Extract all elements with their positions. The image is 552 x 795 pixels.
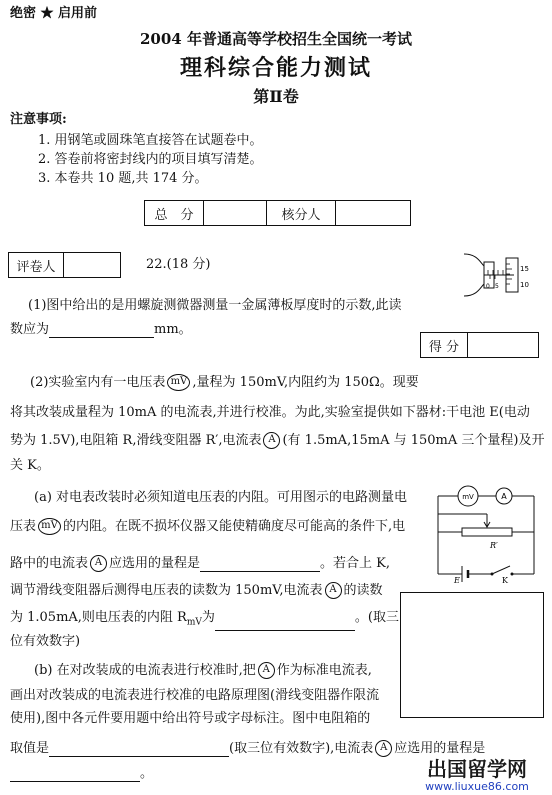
part1-line2 (10, 322, 192, 338)
question-number: 22.(18 分) (146, 257, 211, 272)
exam-year-title: 2004 年普通高等学校招生全国统一考试 (140, 30, 412, 48)
voltmeter-symbol: mV (167, 374, 190, 391)
voltmeter-symbol: mV (38, 518, 61, 535)
note-item-1: 1. 用钢笔或圆珠笔直接答在试题卷中。 (38, 133, 263, 148)
circuit-rprime-label: R′ (490, 541, 498, 550)
circuit-k-label: K (502, 576, 508, 584)
score-checker-cell[interactable] (336, 201, 411, 226)
watermark-url: www.liuxue86.com (425, 780, 529, 793)
part-b-line4: 取值是 (取三位有效数字),电流表 A 应选用的量程是 (10, 741, 486, 756)
calibration-range-blank[interactable] (10, 769, 140, 782)
ammeter-symbol: A (263, 432, 280, 449)
score-table (144, 200, 411, 226)
notes-heading: 注意事项: (10, 112, 67, 127)
exam-main-title: 理科综合能力测试 (179, 55, 372, 81)
part2-line3: 势为 1.5V),电阻箱 R,滑线变阻器 R′,电流表 A (有 1.5mA,15mA 与 150mA 三个量程)及开 (10, 433, 545, 448)
circuit-e-label: E (454, 576, 460, 584)
score-total-cell[interactable] (204, 201, 267, 226)
ammeter-symbol: A (325, 582, 342, 599)
part-b-line5: 。 (10, 766, 153, 782)
circuit-switch (492, 566, 510, 574)
score-checker-label: 核分人 (267, 201, 336, 226)
circuit-drawing-answer-box[interactable] (400, 592, 544, 718)
part2-line1: (2)实验室内有一电压表 mV ,量程为 150mV,内阻约为 150Ω。现要 (30, 375, 419, 390)
volume-label: 第Ⅱ卷 (253, 87, 299, 106)
note-item-3: 3. 本卷共 10 题,共 174 分。 (38, 171, 208, 186)
circuit-rheostat (462, 528, 512, 536)
micrometer-tick-0: 0 (486, 283, 490, 290)
resistance-box-value-blank[interactable] (49, 744, 229, 757)
score-box-label: 得 分 (421, 333, 468, 358)
part-a-line6: 位有效数字) (10, 634, 81, 649)
note-item-2: 2. 答卷前将密封线内的项目填写清楚。 (38, 152, 263, 167)
ammeter-symbol: A (375, 740, 392, 757)
circuit-a-label: A (501, 492, 507, 501)
ammeter-range-blank[interactable] (200, 559, 320, 572)
part-a-line1: (a) 对电表改装时必须知道电压表的内阻。可用图示的电路测量电 (34, 490, 408, 505)
watermark (404, 758, 550, 793)
part2-line2: 将其改装成量程为 10mA 的电流表,并进行校准。为此,实验室提供如下器材:干电池 E(电动 (10, 405, 530, 420)
grader-label: 评卷人 (9, 253, 64, 278)
internal-resistance-blank[interactable] (215, 618, 355, 631)
part1-line1: (1)图中给出的是用螺旋测微器测量一金属薄板厚度时的示数,此读 (28, 298, 402, 313)
ammeter-symbol: A (90, 555, 107, 572)
circuit-mv-label: mV (462, 493, 474, 501)
micrometer-tick-10: 10 (520, 281, 529, 289)
part1-line2-a: 数应为 (10, 322, 50, 337)
ammeter-symbol: A (258, 662, 275, 679)
part-b-line3: 使用),图中各元件要用题中给出符号或字母标注。图中电阻箱的 (10, 711, 371, 726)
part2-line4: 关 K。 (10, 458, 50, 473)
grader-cell[interactable] (64, 253, 121, 278)
secret-label: 绝密 ★ 启用前 (10, 6, 98, 21)
part-a-line5: 为 1.05mA,则电压表的内阻 $R_{mV}$为 。(取三 (10, 610, 399, 631)
score-box (420, 332, 539, 358)
part-a-line2: 压表 mV 的内阻。在既不损坏仪器又能使精确度尽可能高的条件下,电 (10, 519, 406, 534)
grader-box (8, 252, 121, 278)
micrometer-tick-5: 5 (495, 283, 499, 290)
score-box-cell[interactable] (468, 333, 539, 358)
part-b-line1: (b) 在对改装成的电流表进行校准时,把 A 作为标准电流表, (34, 663, 372, 678)
score-total-label: 总 分 (145, 201, 204, 226)
part-a-line3: 路中的电流表 A 应选用的量程是 。若合上 K, (10, 556, 391, 571)
part-b-line2: 画出对改装成的电流表进行校准的电路原理图(滑线变阻器作限流 (10, 688, 380, 703)
watermark-cn: 出国留学网 (427, 757, 527, 781)
thickness-answer-blank[interactable] (49, 325, 154, 338)
measurement-circuit-diagram (432, 484, 542, 584)
micrometer-diagram (462, 244, 542, 302)
part-a-line4: 调节滑线变阻器后测得电压表的读数为 150mV,电流表 A 的读数 (10, 583, 383, 598)
part1-line2-b: mm。 (154, 322, 192, 337)
micrometer-tick-15: 15 (520, 265, 529, 273)
